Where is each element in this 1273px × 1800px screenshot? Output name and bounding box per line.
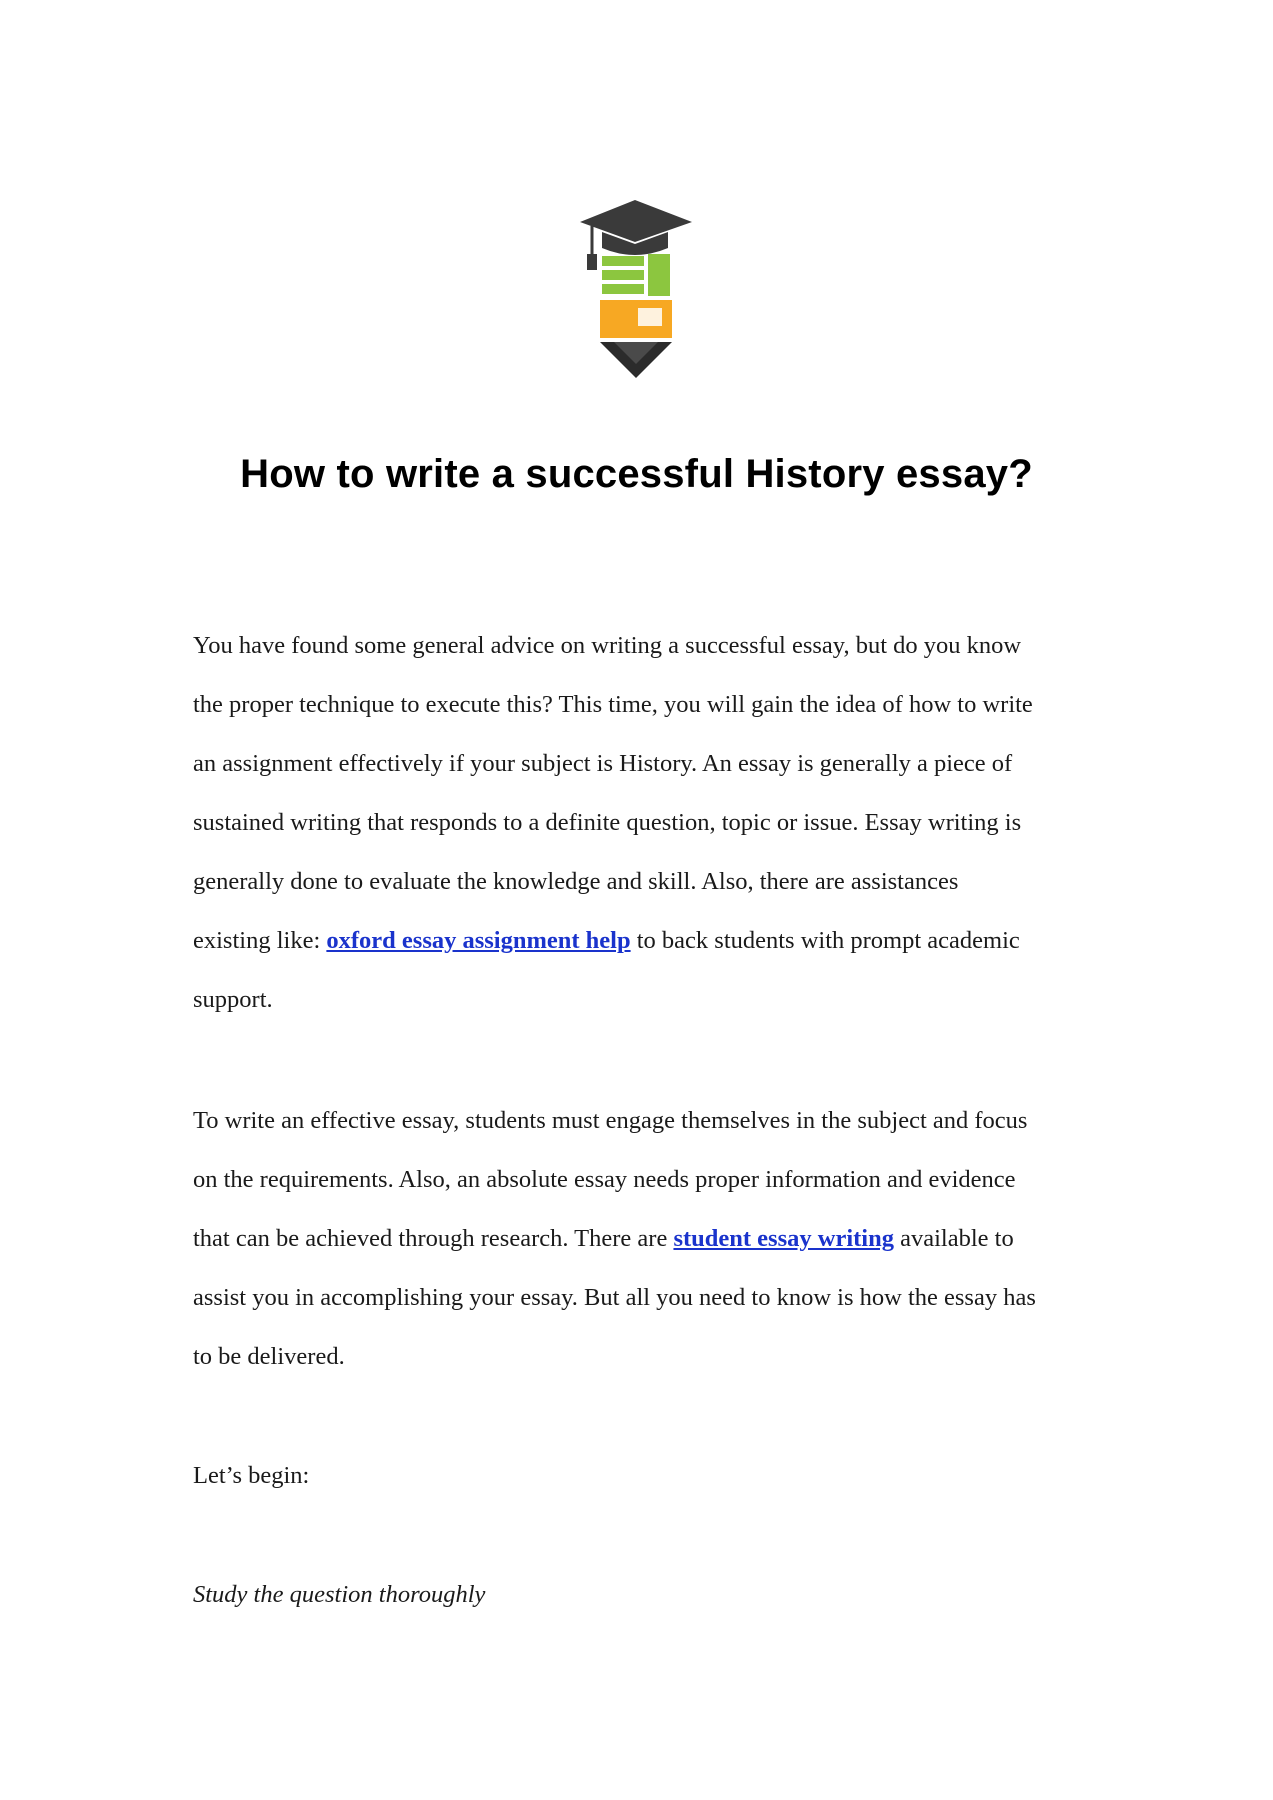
line-3-suffix: available to [893, 1225, 1014, 1252]
tassel-end [587, 254, 597, 270]
paragraph-effective-line-2: on the requirements. Also, an absolute essay needs proper information and evidence [193, 1166, 1016, 1193]
paragraph-intro-line-2: the proper technique to execute this? This time, you will gain the idea of how to write [193, 691, 1033, 718]
green-block [648, 254, 670, 296]
paragraph-effective-line-1: To write an effective essay, students must engage themselves in the subject and focus [193, 1107, 1028, 1134]
subheading-study-question [193, 1565, 1093, 1624]
green-stripe-1 [602, 256, 644, 266]
lets-begin-text: Let’s begin: [193, 1462, 310, 1489]
student-essay-writing-link[interactable]: student essay writing [673, 1225, 894, 1252]
graduation-cap-pencil-icon [570, 198, 700, 378]
paragraph-intro-line-5: generally done to evaluate the knowledge and skill. Also, there are assistances [193, 868, 959, 895]
paragraph-intro-line-6 [193, 911, 1093, 970]
paragraph-effective-essay [193, 1091, 1093, 1386]
paragraph-effective-line-3 [193, 1209, 1093, 1268]
cap-board-shape [580, 200, 692, 242]
line-3-prefix: that can be achieved through research. There are [193, 1225, 674, 1252]
subheading-text: Study the question thoroughly [193, 1581, 486, 1608]
paragraph-intro-line-7: support. [193, 986, 273, 1013]
orange-window [638, 308, 662, 326]
paragraph-effective-line-5: to be delivered. [193, 1343, 345, 1370]
paragraph-lets-begin [193, 1446, 1093, 1505]
green-stripe-3 [602, 284, 644, 294]
paragraph-intro-line-4: sustained writing that responds to a definite question, topic or issue. Essay writing is [193, 809, 1022, 836]
graduation-cap-pencil-logo [570, 198, 700, 378]
line-6-suffix: to back students with prompt academic [630, 927, 1020, 954]
line-6-prefix: existing like: [193, 927, 327, 954]
paragraph-effective-line-4: assist you in accomplishing your essay. But all you need to know is how the essay has [193, 1284, 1036, 1311]
page-title: How to write a successful History essay? [240, 452, 1033, 496]
paragraph-intro-line-3: an assignment effectively if your subject is History. An essay is generally a piece of [193, 750, 1013, 777]
green-stripe-2 [602, 270, 644, 280]
paragraph-intro-line-1: You have found some general advice on writing a successful essay, but do you know [193, 632, 1022, 659]
paragraph-intro [193, 616, 1093, 1029]
oxford-essay-assignment-help-link[interactable]: oxford essay assignment help [326, 927, 631, 954]
